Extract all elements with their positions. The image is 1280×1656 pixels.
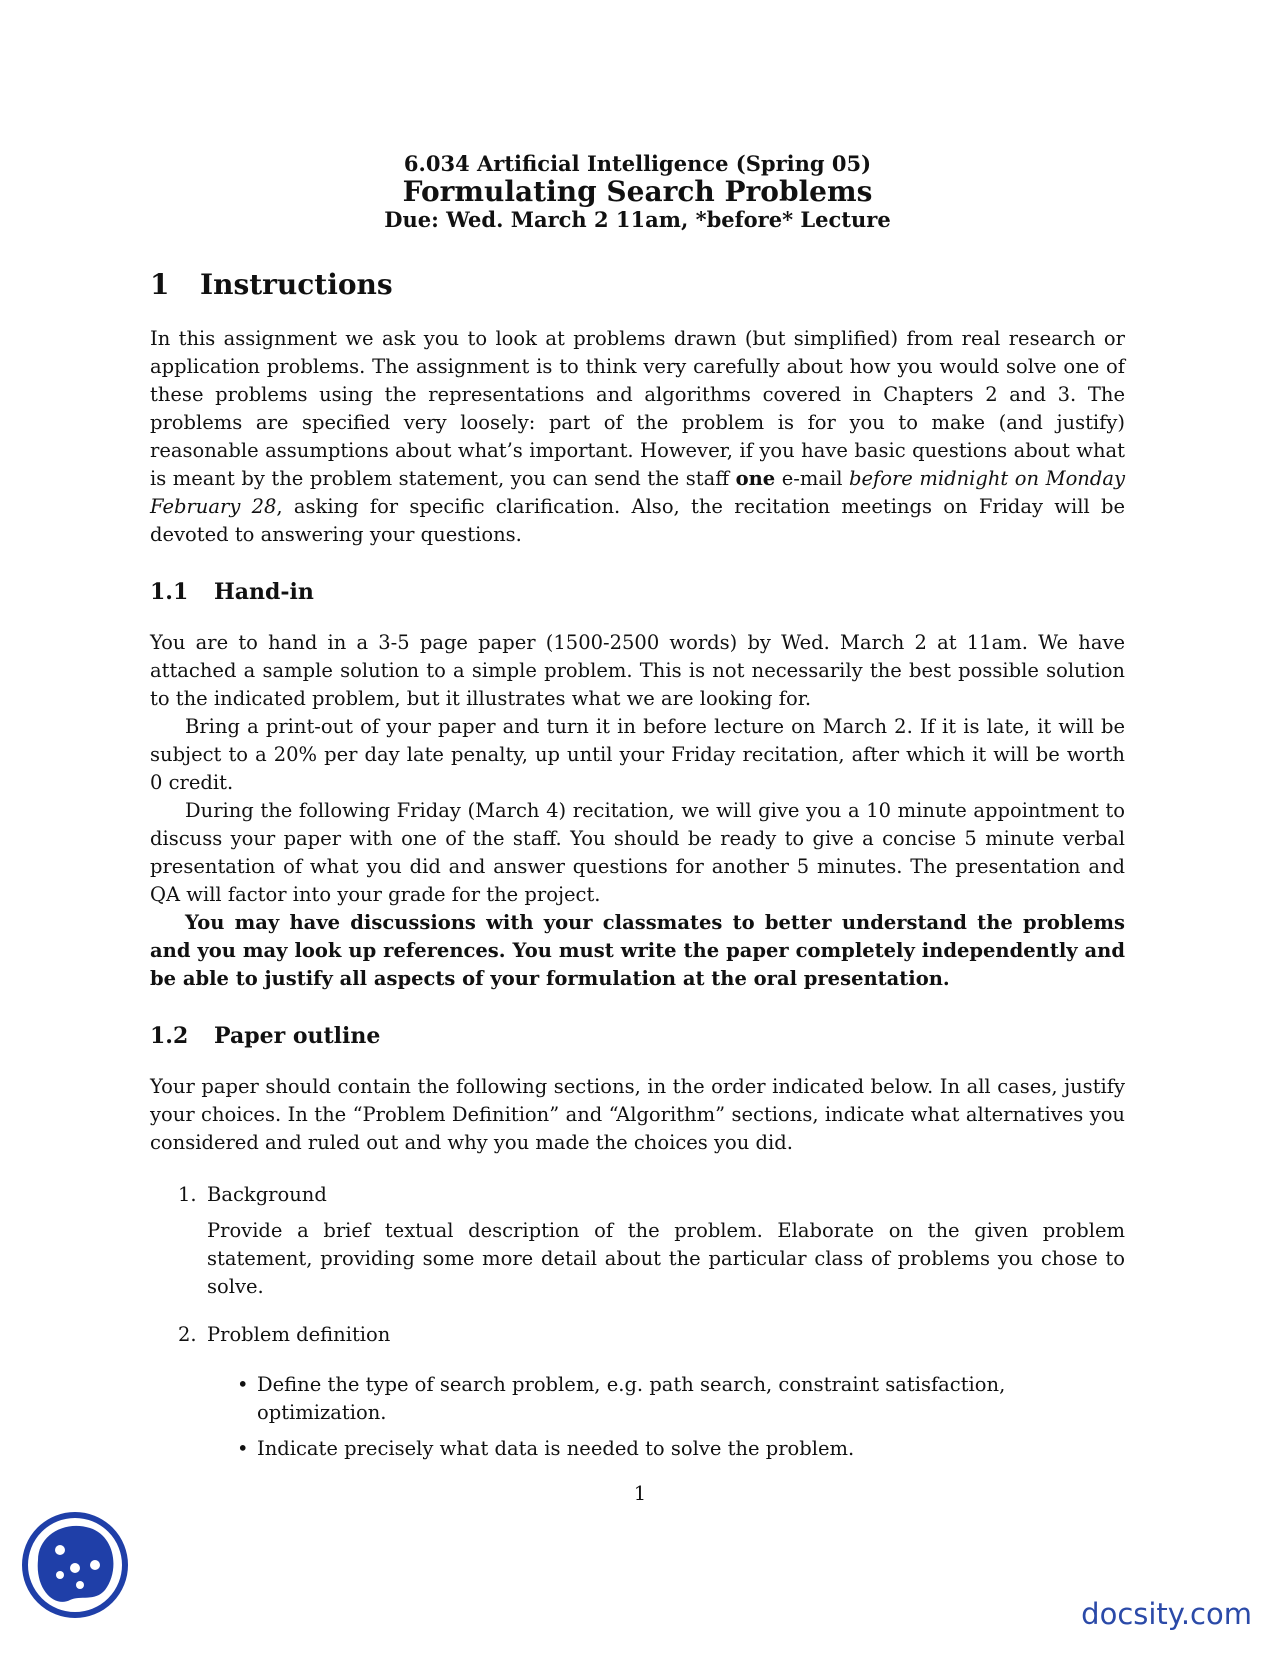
section-heading-instructions <box>150 268 1125 301</box>
subsection-title: Paper outline <box>214 1023 381 1050</box>
bullet-icon: • <box>237 1373 249 1397</box>
assignment-title: Formulating Search Problems <box>402 175 873 209</box>
due-date: Due: Wed. March 2 11am, *before* Lecture <box>384 207 891 233</box>
instructions-text-a: In this assignment we ask you to look at problems drawn (but simplified) from real research or application problems. The assignment is to think very carefully about how you would solve one of these problems using the representations and algorithms covered in Chapters 2 and 3. The problems are specified very loosely: part of the problem is for you to make (and justify) reasonable assumptions about what’s important. However, if you have basic questions about what is meant by the problem statement, you can send the staff <box>150 327 1125 491</box>
bullet-text: Define the type of search problem, e.g. path search, constraint satisfaction, optimization. <box>257 1373 1006 1425</box>
list-item-heading: Problem definition <box>207 1323 391 1347</box>
outline-list <box>150 1181 1125 1463</box>
section-title: Instructions <box>200 268 393 302</box>
hand-in-paragraph-2: Bring a print-out of your paper and turn it in before lecture on March 2. If it is late, it will be subject to a 20% per day late penalty, up until your Friday recitation, after which it will be worth 0 credit. <box>150 715 1125 795</box>
instructions-text-c: , asking for specific clarification. Also, the recitation meetings on Friday will be devoted to answering your questions. <box>150 495 1125 547</box>
outline-paragraph: Your paper should contain the following sections, in the order indicated below. In all cases, justify your choices. In the “Problem Definition” and “Algorithm” sections, indicate what alternatives you considered and ruled out and why you made the choices you did. <box>150 1075 1125 1155</box>
bullet-text: Indicate precisely what data is needed to solve the problem. <box>257 1437 855 1461</box>
hand-in-paragraph-1: You are to hand in a 3-5 page paper (1500-2500 words) by Wed. March 2 at 11am. We have attached a sample solution to a simple problem. This is not necessarily the best possible solution to the indicated problem, but it illustrates what we are looking for. <box>150 631 1125 711</box>
document-page <box>150 140 1125 1483</box>
subsection-title: Hand-in <box>214 579 314 606</box>
bullet-item <box>207 1435 1125 1463</box>
course-title: 6.034 Artificial Intelligence (Spring 05) <box>403 151 872 176</box>
subsection-heading-paper-outline <box>150 1023 1125 1049</box>
subsection-heading-hand-in <box>150 579 1125 605</box>
instructions-text-b: e-mail <box>775 467 849 491</box>
list-item-description: Provide a brief textual description of the problem. Elaborate on the given problem statement, providing some more detail about the particular class of problems you chose to solve. <box>207 1219 1125 1299</box>
subsection-number: 1.2 <box>150 1023 189 1050</box>
bullet-icon: • <box>237 1437 249 1461</box>
docsity-brand-link[interactable]: docsity.com <box>1081 1597 1252 1631</box>
list-item <box>150 1181 1125 1301</box>
list-item-number: 1. <box>178 1183 197 1207</box>
instructions-text-italic: before midnight on Monday February 28 <box>150 467 1125 519</box>
section-number: 1 <box>150 268 170 302</box>
list-item <box>150 1321 1125 1463</box>
instructions-paragraph <box>150 325 1125 549</box>
bullet-list <box>207 1371 1125 1463</box>
hand-in-paragraph-3: During the following Friday (March 4) recitation, we will give you a 10 minute appointment to discuss your paper with one of the staff. You should be ready to give a concise 5 minute verbal presentation of what you did and answer questions for another 5 minutes. The presentation and QA will factor into your grade for the project. <box>150 799 1125 907</box>
hand-in-paragraph-4: You may have discussions with your classmates to better understand the problems and you may look up references. You must write the paper completely independently and be able to justify all aspects of your formulation at the oral presentation. <box>150 911 1125 991</box>
list-item-heading: Background <box>207 1183 327 1207</box>
page-number: 1 <box>633 1482 647 1505</box>
list-item-number: 2. <box>178 1323 197 1347</box>
subsection-number: 1.1 <box>150 579 189 606</box>
docsity-logo-icon[interactable] <box>20 1510 130 1620</box>
bullet-item <box>207 1371 1125 1427</box>
document-header <box>150 152 1125 232</box>
instructions-text-bold: one <box>735 467 776 491</box>
